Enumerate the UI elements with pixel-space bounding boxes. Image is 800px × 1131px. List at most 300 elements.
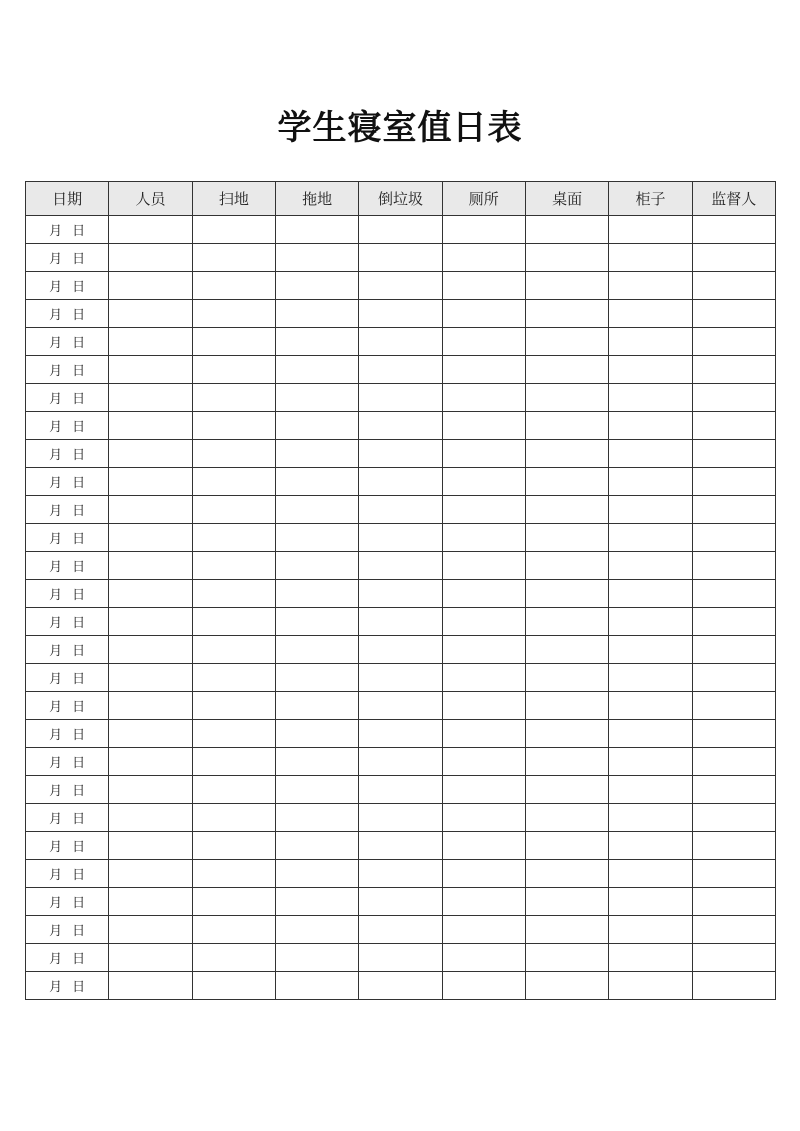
blank-cell[interactable] (275, 916, 358, 944)
blank-cell[interactable] (609, 468, 692, 496)
day-label: 日 (72, 588, 86, 603)
blank-cell[interactable] (192, 636, 275, 664)
blank-cell[interactable] (359, 664, 442, 692)
blank-cell[interactable] (442, 860, 525, 888)
blank-cell[interactable] (192, 580, 275, 608)
blank-cell[interactable] (359, 496, 442, 524)
table-row (26, 832, 776, 860)
header-column-desk: 桌面 (525, 182, 608, 216)
blank-cell[interactable] (359, 328, 442, 356)
blank-cell[interactable] (442, 720, 525, 748)
blank-cell[interactable] (275, 216, 358, 244)
blank-cell[interactable] (692, 580, 775, 608)
table-row (26, 636, 776, 664)
blank-cell[interactable] (609, 944, 692, 972)
blank-cell[interactable] (609, 496, 692, 524)
blank-cell[interactable] (359, 468, 442, 496)
blank-cell[interactable] (359, 608, 442, 636)
header-column-mop: 拖地 (275, 182, 358, 216)
blank-cell[interactable] (442, 580, 525, 608)
table-row (26, 692, 776, 720)
blank-cell[interactable] (192, 944, 275, 972)
blank-cell[interactable] (525, 356, 608, 384)
blank-cell[interactable] (525, 300, 608, 328)
date-cell (26, 888, 109, 916)
header-column-toilet: 厕所 (442, 182, 525, 216)
blank-cell[interactable] (109, 664, 192, 692)
duty-table (25, 181, 776, 1000)
blank-cell[interactable] (525, 972, 608, 1000)
table-row (26, 580, 776, 608)
date-cell (26, 748, 109, 776)
blank-cell[interactable] (525, 244, 608, 272)
day-label: 日 (72, 364, 86, 379)
blank-cell[interactable] (692, 944, 775, 972)
table-row (26, 916, 776, 944)
month-label: 月 (49, 252, 63, 267)
blank-cell[interactable] (609, 356, 692, 384)
month-label: 月 (49, 336, 63, 351)
blank-cell[interactable] (442, 888, 525, 916)
blank-cell[interactable] (275, 412, 358, 440)
date-cell (26, 300, 109, 328)
blank-cell[interactable] (692, 664, 775, 692)
blank-cell[interactable] (525, 412, 608, 440)
blank-cell[interactable] (525, 664, 608, 692)
blank-cell[interactable] (692, 328, 775, 356)
blank-cell[interactable] (525, 944, 608, 972)
blank-cell[interactable] (442, 804, 525, 832)
blank-cell[interactable] (442, 748, 525, 776)
blank-cell[interactable] (359, 972, 442, 1000)
blank-cell[interactable] (109, 412, 192, 440)
month-label: 月 (49, 840, 63, 855)
blank-cell[interactable] (275, 972, 358, 1000)
blank-cell[interactable] (609, 300, 692, 328)
blank-cell[interactable] (525, 272, 608, 300)
blank-cell[interactable] (609, 216, 692, 244)
blank-cell[interactable] (692, 216, 775, 244)
month-label: 月 (49, 896, 63, 911)
blank-cell[interactable] (192, 300, 275, 328)
month-label: 月 (49, 924, 63, 939)
blank-cell[interactable] (192, 412, 275, 440)
blank-cell[interactable] (692, 636, 775, 664)
blank-cell[interactable] (442, 384, 525, 412)
blank-cell[interactable] (609, 580, 692, 608)
blank-cell[interactable] (109, 496, 192, 524)
blank-cell[interactable] (359, 888, 442, 916)
month-label: 月 (49, 532, 63, 547)
blank-cell[interactable] (275, 944, 358, 972)
blank-cell[interactable] (359, 384, 442, 412)
blank-cell[interactable] (109, 524, 192, 552)
blank-cell[interactable] (609, 692, 692, 720)
blank-cell[interactable] (359, 776, 442, 804)
date-cell (26, 944, 109, 972)
blank-cell[interactable] (275, 496, 358, 524)
blank-cell[interactable] (275, 552, 358, 580)
day-label: 日 (72, 728, 86, 743)
blank-cell[interactable] (275, 524, 358, 552)
blank-cell[interactable] (275, 244, 358, 272)
blank-cell[interactable] (692, 272, 775, 300)
blank-cell[interactable] (192, 888, 275, 916)
blank-cell[interactable] (692, 776, 775, 804)
blank-cell[interactable] (442, 608, 525, 636)
blank-cell[interactable] (109, 720, 192, 748)
blank-cell[interactable] (192, 244, 275, 272)
blank-cell[interactable] (192, 440, 275, 468)
blank-cell[interactable] (275, 832, 358, 860)
month-label: 月 (49, 392, 63, 407)
blank-cell[interactable] (525, 580, 608, 608)
blank-cell[interactable] (442, 272, 525, 300)
blank-cell[interactable] (192, 860, 275, 888)
blank-cell[interactable] (359, 552, 442, 580)
date-cell (26, 692, 109, 720)
blank-cell[interactable] (275, 804, 358, 832)
blank-cell[interactable] (359, 832, 442, 860)
month-label: 月 (49, 868, 63, 883)
blank-cell[interactable] (442, 664, 525, 692)
month-label: 月 (49, 476, 63, 491)
blank-cell[interactable] (442, 468, 525, 496)
blank-cell[interactable] (275, 860, 358, 888)
month-label: 月 (49, 980, 63, 995)
table-row (26, 384, 776, 412)
blank-cell[interactable] (609, 384, 692, 412)
blank-cell[interactable] (609, 776, 692, 804)
day-label: 日 (72, 840, 86, 855)
table-row (26, 524, 776, 552)
blank-cell[interactable] (609, 720, 692, 748)
blank-cell[interactable] (192, 972, 275, 1000)
blank-cell[interactable] (359, 748, 442, 776)
day-label: 日 (72, 924, 86, 939)
blank-cell[interactable] (609, 552, 692, 580)
blank-cell[interactable] (525, 384, 608, 412)
blank-cell[interactable] (525, 860, 608, 888)
blank-cell[interactable] (109, 748, 192, 776)
blank-cell[interactable] (359, 580, 442, 608)
blank-cell[interactable] (275, 580, 358, 608)
blank-cell[interactable] (109, 916, 192, 944)
blank-cell[interactable] (275, 636, 358, 664)
blank-cell[interactable] (442, 244, 525, 272)
blank-cell[interactable] (692, 804, 775, 832)
header-column-supervisor: 监督人 (692, 182, 775, 216)
table-row (26, 608, 776, 636)
date-cell (26, 636, 109, 664)
blank-cell[interactable] (692, 860, 775, 888)
blank-cell[interactable] (109, 860, 192, 888)
blank-cell[interactable] (109, 384, 192, 412)
blank-cell[interactable] (359, 524, 442, 552)
blank-cell[interactable] (192, 804, 275, 832)
blank-cell[interactable] (442, 300, 525, 328)
date-cell (26, 356, 109, 384)
blank-cell[interactable] (109, 972, 192, 1000)
date-cell (26, 216, 109, 244)
blank-cell[interactable] (609, 440, 692, 468)
blank-cell[interactable] (359, 412, 442, 440)
blank-cell[interactable] (109, 244, 192, 272)
date-cell (26, 244, 109, 272)
date-cell (26, 720, 109, 748)
blank-cell[interactable] (192, 384, 275, 412)
blank-cell[interactable] (359, 720, 442, 748)
day-label: 日 (72, 952, 86, 967)
date-cell (26, 580, 109, 608)
blank-cell[interactable] (192, 468, 275, 496)
blank-cell[interactable] (525, 440, 608, 468)
blank-cell[interactable] (692, 916, 775, 944)
day-label: 日 (72, 224, 86, 239)
blank-cell[interactable] (692, 468, 775, 496)
blank-cell[interactable] (692, 552, 775, 580)
blank-cell[interactable] (109, 272, 192, 300)
blank-cell[interactable] (192, 720, 275, 748)
blank-cell[interactable] (525, 832, 608, 860)
blank-cell[interactable] (359, 300, 442, 328)
blank-cell[interactable] (692, 748, 775, 776)
blank-cell[interactable] (442, 356, 525, 384)
blank-cell[interactable] (692, 440, 775, 468)
blank-cell[interactable] (442, 916, 525, 944)
blank-cell[interactable] (192, 832, 275, 860)
blank-cell[interactable] (692, 356, 775, 384)
blank-cell[interactable] (692, 524, 775, 552)
blank-cell[interactable] (192, 916, 275, 944)
blank-cell[interactable] (109, 580, 192, 608)
blank-cell[interactable] (359, 244, 442, 272)
blank-cell[interactable] (109, 608, 192, 636)
blank-cell[interactable] (192, 608, 275, 636)
header-column-sweep: 扫地 (192, 182, 275, 216)
blank-cell[interactable] (275, 300, 358, 328)
blank-cell[interactable] (609, 608, 692, 636)
table-row (26, 552, 776, 580)
blank-cell[interactable] (442, 692, 525, 720)
blank-cell[interactable] (692, 692, 775, 720)
blank-cell[interactable] (192, 272, 275, 300)
blank-cell[interactable] (359, 440, 442, 468)
blank-cell[interactable] (692, 384, 775, 412)
blank-cell[interactable] (609, 636, 692, 664)
blank-cell[interactable] (192, 216, 275, 244)
blank-cell[interactable] (275, 720, 358, 748)
blank-cell[interactable] (359, 944, 442, 972)
blank-cell[interactable] (109, 776, 192, 804)
blank-cell[interactable] (109, 888, 192, 916)
blank-cell[interactable] (692, 496, 775, 524)
blank-cell[interactable] (525, 468, 608, 496)
table-row (26, 496, 776, 524)
table-row (26, 356, 776, 384)
table-header-row (26, 182, 776, 216)
blank-cell[interactable] (442, 944, 525, 972)
blank-cell[interactable] (609, 888, 692, 916)
blank-cell[interactable] (692, 832, 775, 860)
blank-cell[interactable] (359, 692, 442, 720)
blank-cell[interactable] (442, 552, 525, 580)
blank-cell[interactable] (192, 748, 275, 776)
blank-cell[interactable] (442, 972, 525, 1000)
month-label: 月 (49, 728, 63, 743)
blank-cell[interactable] (192, 328, 275, 356)
blank-cell[interactable] (192, 496, 275, 524)
blank-cell[interactable] (692, 412, 775, 440)
blank-cell[interactable] (442, 216, 525, 244)
blank-cell[interactable] (609, 748, 692, 776)
blank-cell[interactable] (359, 860, 442, 888)
table-row (26, 412, 776, 440)
blank-cell[interactable] (525, 804, 608, 832)
blank-cell[interactable] (609, 860, 692, 888)
blank-cell[interactable] (609, 272, 692, 300)
blank-cell[interactable] (192, 664, 275, 692)
blank-cell[interactable] (609, 412, 692, 440)
date-cell (26, 440, 109, 468)
date-cell (26, 804, 109, 832)
blank-cell[interactable] (192, 552, 275, 580)
blank-cell[interactable] (442, 832, 525, 860)
blank-cell[interactable] (609, 244, 692, 272)
month-label: 月 (49, 308, 63, 323)
blank-cell[interactable] (275, 692, 358, 720)
month-label: 月 (49, 280, 63, 295)
blank-cell[interactable] (109, 356, 192, 384)
blank-cell[interactable] (275, 468, 358, 496)
blank-cell[interactable] (359, 916, 442, 944)
blank-cell[interactable] (692, 300, 775, 328)
blank-cell[interactable] (692, 244, 775, 272)
month-label: 月 (49, 952, 63, 967)
blank-cell[interactable] (525, 692, 608, 720)
blank-cell[interactable] (275, 664, 358, 692)
blank-cell[interactable] (109, 468, 192, 496)
blank-cell[interactable] (275, 776, 358, 804)
day-label: 日 (72, 420, 86, 435)
month-label: 月 (49, 504, 63, 519)
month-label: 月 (49, 364, 63, 379)
blank-cell[interactable] (275, 748, 358, 776)
blank-cell[interactable] (109, 832, 192, 860)
blank-cell[interactable] (192, 776, 275, 804)
blank-cell[interactable] (609, 804, 692, 832)
blank-cell[interactable] (609, 524, 692, 552)
table-row (26, 664, 776, 692)
blank-cell[interactable] (109, 552, 192, 580)
blank-cell[interactable] (359, 216, 442, 244)
blank-cell[interactable] (275, 608, 358, 636)
blank-cell[interactable] (275, 440, 358, 468)
blank-cell[interactable] (609, 832, 692, 860)
blank-cell[interactable] (109, 692, 192, 720)
table-row (26, 860, 776, 888)
blank-cell[interactable] (109, 636, 192, 664)
day-label: 日 (72, 448, 86, 463)
blank-cell[interactable] (442, 328, 525, 356)
day-label: 日 (72, 308, 86, 323)
day-label: 日 (72, 392, 86, 407)
blank-cell[interactable] (109, 440, 192, 468)
table-row (26, 244, 776, 272)
blank-cell[interactable] (359, 804, 442, 832)
day-label: 日 (72, 896, 86, 911)
blank-cell[interactable] (442, 496, 525, 524)
blank-cell[interactable] (442, 412, 525, 440)
blank-cell[interactable] (525, 524, 608, 552)
blank-cell[interactable] (275, 384, 358, 412)
table-row (26, 748, 776, 776)
month-label: 月 (49, 812, 63, 827)
blank-cell[interactable] (692, 720, 775, 748)
table-row (26, 804, 776, 832)
month-label: 月 (49, 560, 63, 575)
blank-cell[interactable] (442, 636, 525, 664)
blank-cell[interactable] (525, 720, 608, 748)
blank-cell[interactable] (275, 888, 358, 916)
blank-cell[interactable] (525, 748, 608, 776)
blank-cell[interactable] (609, 328, 692, 356)
blank-cell[interactable] (525, 888, 608, 916)
day-label: 日 (72, 784, 86, 799)
day-label: 日 (72, 616, 86, 631)
blank-cell[interactable] (109, 328, 192, 356)
blank-cell[interactable] (359, 272, 442, 300)
blank-cell[interactable] (525, 328, 608, 356)
table-row (26, 216, 776, 244)
day-label: 日 (72, 532, 86, 547)
header-column-person: 人员 (109, 182, 192, 216)
blank-cell[interactable] (275, 356, 358, 384)
blank-cell[interactable] (442, 524, 525, 552)
month-label: 月 (49, 420, 63, 435)
blank-cell[interactable] (359, 636, 442, 664)
blank-cell[interactable] (525, 916, 608, 944)
blank-cell[interactable] (525, 552, 608, 580)
blank-cell[interactable] (692, 888, 775, 916)
month-label: 月 (49, 588, 63, 603)
day-label: 日 (72, 756, 86, 771)
blank-cell[interactable] (525, 776, 608, 804)
blank-cell[interactable] (525, 608, 608, 636)
blank-cell[interactable] (609, 972, 692, 1000)
date-cell (26, 608, 109, 636)
blank-cell[interactable] (525, 496, 608, 524)
blank-cell[interactable] (109, 216, 192, 244)
blank-cell[interactable] (359, 356, 442, 384)
blank-cell[interactable] (275, 328, 358, 356)
blank-cell[interactable] (109, 804, 192, 832)
blank-cell[interactable] (192, 356, 275, 384)
blank-cell[interactable] (692, 972, 775, 1000)
blank-cell[interactable] (609, 664, 692, 692)
blank-cell[interactable] (109, 300, 192, 328)
blank-cell[interactable] (442, 776, 525, 804)
blank-cell[interactable] (192, 692, 275, 720)
blank-cell[interactable] (692, 608, 775, 636)
blank-cell[interactable] (609, 916, 692, 944)
blank-cell[interactable] (525, 636, 608, 664)
blank-cell[interactable] (525, 216, 608, 244)
blank-cell[interactable] (275, 272, 358, 300)
blank-cell[interactable] (442, 440, 525, 468)
blank-cell[interactable] (192, 524, 275, 552)
blank-cell[interactable] (109, 944, 192, 972)
